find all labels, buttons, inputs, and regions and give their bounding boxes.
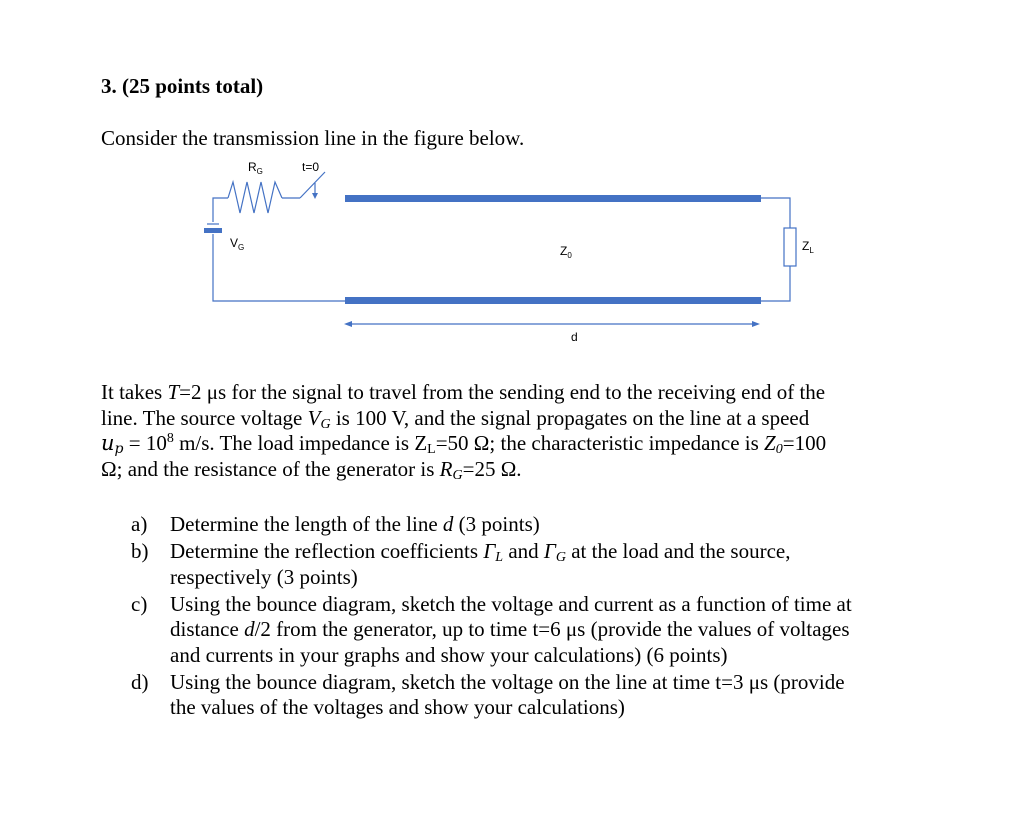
- question-d-line-1: Using the bounce diagram, sketch the voltage on the line at time t=3 μs (provide: [170, 669, 845, 694]
- problem-heading: 3. (25 points total): [101, 74, 264, 98]
- question-a: [131, 512, 921, 538]
- question-b-line-1: Determine the reflection coefficients $\Gamma_L$ and $\Gamma_G$ at the load and the source,: [170, 539, 791, 565]
- question-d-label: d): [131, 669, 149, 694]
- question-d: [131, 670, 921, 721]
- statement-line-4: Ω; and the resistance of the generator is $R_G=25$ Ω.: [101, 456, 522, 483]
- length-label: d: [571, 330, 578, 344]
- wire-right-bottom: [760, 266, 790, 301]
- question-c-line-3: and currents in your graphs and show your calculations) (6 points): [170, 642, 728, 667]
- wire-left-top: [213, 198, 228, 222]
- statement-line-1: It takes T=2 μs for the signal to travel from the sending end to the receiving end of the: [101, 380, 826, 404]
- statement-line-2: line. The source voltage $V_G$ is 100 V, and the signal propagates on the line at a speed: [101, 405, 810, 432]
- wire-right-top: [760, 198, 790, 228]
- load-impedance-box: [784, 228, 796, 266]
- question-b: [131, 539, 921, 590]
- source-label: $V_G$: [230, 236, 245, 252]
- transmission-line-figure: [0, 0, 1024, 360]
- question-c-label: c): [131, 591, 148, 616]
- switch-arrow-head: [312, 193, 318, 199]
- line-conductor-bottom: [345, 297, 761, 304]
- question-c-line-1: Using the bounce diagram, sketch the voltage and current as a function of time at: [170, 591, 852, 616]
- question-c-line-2: distance d/2 from the generator, up to time t=6 μs (provide the values of voltages: [170, 617, 850, 641]
- question-b-line-2: respectively (3 points): [170, 564, 358, 589]
- length-arrow-left: [344, 321, 352, 327]
- problem-intro: Consider the transmission line in the figure below.: [101, 126, 525, 150]
- switch-label: t=0: [302, 160, 320, 174]
- length-arrow-right: [752, 321, 760, 327]
- question-c: [131, 592, 921, 669]
- question-d-line-2: the values of the voltages and show your calculations): [170, 695, 625, 719]
- question-a-line-1: Determine the length of the line d (3 points): [170, 512, 540, 536]
- line-conductor-top: [345, 195, 761, 202]
- problem-statement: [101, 380, 911, 482]
- battery-plate-long: [204, 228, 222, 233]
- question-b-label: b): [131, 539, 149, 563]
- statement-line-3: $u_p = 10^8$ m/s. The load impedance is $Z_L=50$ Ω; the characteristic impedance is $Z_0=100$: [101, 431, 827, 457]
- line-impedance-label: $Z_0$: [560, 244, 572, 260]
- question-list: [131, 512, 921, 722]
- load-impedance-label: $Z_L$: [802, 239, 814, 255]
- resistor-zigzag: [228, 182, 282, 213]
- switch-lever: [300, 172, 325, 198]
- question-a-label: a): [131, 512, 148, 536]
- resistor-label: $R_G$: [248, 160, 263, 176]
